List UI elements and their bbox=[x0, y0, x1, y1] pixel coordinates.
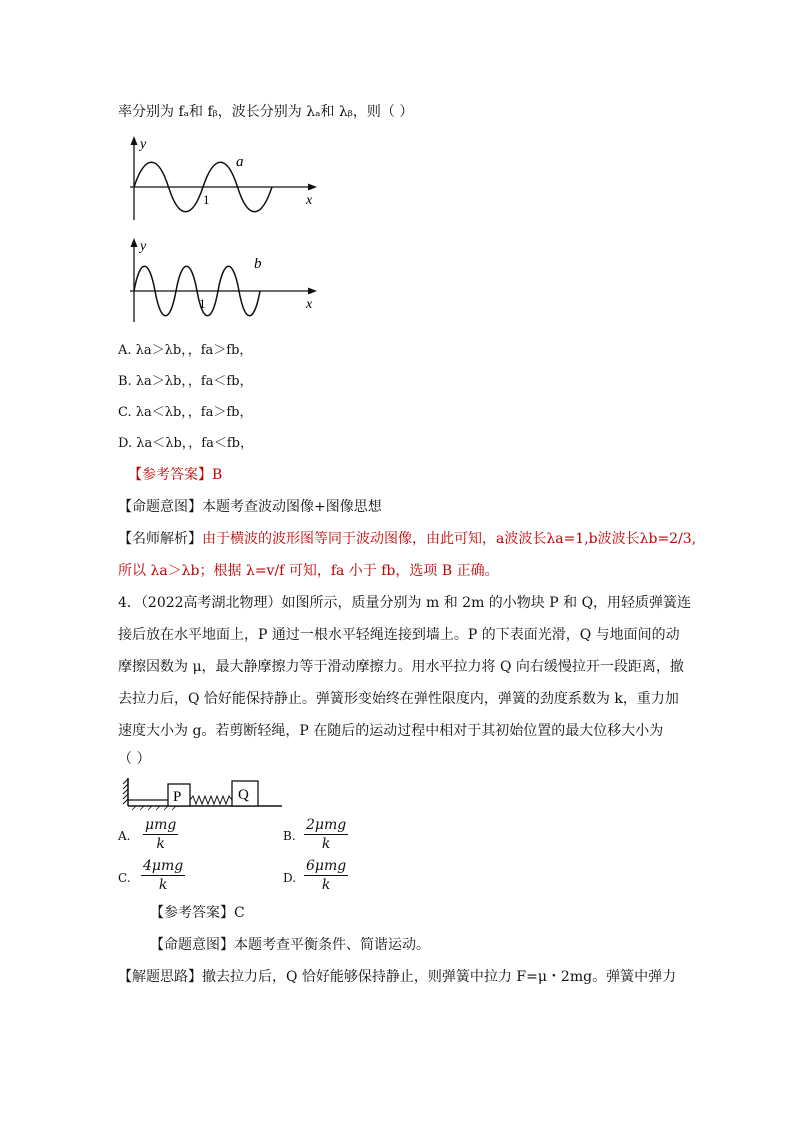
q4-stem-line6: （ ） bbox=[118, 751, 151, 767]
q3-stem-tail: 率分别为 fₐ和 fᵦ，波长分别为 λₐ和 λᵦ，则（ ） bbox=[118, 104, 414, 120]
spring bbox=[190, 796, 232, 804]
y-label-b: y bbox=[140, 239, 147, 254]
q4-stem-line1: 4．（2022高考湖北物理）如图所示，质量分别为 m 和 2m 的小物块 P 和 Q，用轻质弹簧连 bbox=[118, 595, 692, 611]
wave-figure-a bbox=[120, 134, 320, 224]
q3-option-b: B. λa＞λb，，fa＜fb， bbox=[118, 374, 253, 389]
q4-option-d-label: D. bbox=[283, 871, 297, 885]
q4-option-b-fraction bbox=[304, 816, 348, 853]
curve-label-a: a bbox=[236, 154, 244, 170]
q3-option-d: D. λa＜λb，，fa＜fb， bbox=[118, 436, 253, 451]
x-label-b: x bbox=[306, 297, 313, 312]
q3-analysis-line2: 所以 λa＞λb；根据 λ=v/f 可知，fa 小于 fb，选项 B 正确。 bbox=[118, 563, 499, 579]
idea-text: 撤去拉力后，Q 恰好能够保持静止，则弹簧中拉力 F=μ・2mg。弹簧中弹力 bbox=[202, 969, 677, 985]
q4-option-a-fraction bbox=[143, 816, 178, 853]
y-axis-arrow bbox=[131, 136, 138, 145]
q3-answer: 【参考答案】B bbox=[128, 467, 223, 483]
wave-figure-b bbox=[120, 236, 320, 326]
block-q-label: Q bbox=[238, 787, 249, 803]
x-axis-arrow bbox=[308, 184, 317, 191]
idea-heading: 【解题思路】 bbox=[118, 969, 202, 985]
q3-option-a: A. λa＞λb，，fa＞fb， bbox=[118, 343, 253, 358]
tick-label-a: 1 bbox=[203, 192, 210, 207]
q4-intent: 【命题意图】本题考查平衡条件、简谐运动。 bbox=[150, 937, 430, 953]
q4-option-a-label: A. bbox=[118, 829, 131, 843]
q4-stem-line2: 接后放在水平地面上，P 通过一根水平轻绳连接到墙上。P 的下表面光滑，Q 与地面间的动 bbox=[118, 627, 680, 643]
x-label-a: x bbox=[306, 193, 313, 208]
q3-option-c: C. λa＜λb，，fa＞fb， bbox=[118, 405, 253, 420]
analysis-text: 由于横波的波形图等同于波动图像，由此可知，a波波长λa=1,b波波长λb=2/3, bbox=[202, 531, 697, 547]
denominator: k bbox=[158, 877, 168, 893]
q4-answer: 【参考答案】C bbox=[150, 905, 245, 921]
numerator: 6μmg bbox=[306, 858, 347, 874]
denominator: k bbox=[321, 877, 331, 893]
q4-stem-line3: 摩擦因数为 μ，最大静摩擦力等于滑动摩擦力。用水平拉力将 Q 向右缓慢拉开一段距离，撤 bbox=[118, 659, 684, 675]
q4-option-c-label: C. bbox=[118, 871, 131, 885]
numerator: 2μmg bbox=[306, 817, 347, 833]
denominator: k bbox=[321, 836, 331, 852]
numerator: 4μmg bbox=[143, 858, 184, 874]
numerator: μmg bbox=[145, 817, 177, 833]
q4-option-d-fraction bbox=[304, 857, 348, 894]
curve-label-b: b bbox=[254, 256, 262, 272]
y-axis-arrow bbox=[131, 238, 138, 247]
spring-block-figure bbox=[122, 776, 292, 812]
q3-analysis-line1 bbox=[118, 529, 696, 549]
tick-label-b: 1 bbox=[199, 296, 206, 311]
q4-stem-line5: 速度大小为 g。若剪断轻绳，P 在随后的运动过程中相对于其初始位置的最大位移大小为 bbox=[118, 723, 664, 739]
y-label-a: y bbox=[140, 137, 147, 152]
denominator: k bbox=[156, 836, 165, 852]
block-p-label: P bbox=[173, 789, 182, 805]
q4-stem-line4: 去拉力后，Q 恰好能保持静止。弹簧形变始终在弹性限度内，弹簧的劲度系数为 k，重力加 bbox=[118, 691, 679, 707]
q4-option-b-label: B. bbox=[283, 829, 296, 843]
x-axis-arrow bbox=[308, 288, 317, 295]
q4-solution-idea bbox=[118, 967, 676, 987]
q3-intent: 【命题意图】本题考查波动图像+图像思想 bbox=[118, 499, 382, 515]
analysis-heading: 【名师解析】 bbox=[118, 531, 202, 547]
q4-option-c-fraction bbox=[141, 857, 185, 894]
